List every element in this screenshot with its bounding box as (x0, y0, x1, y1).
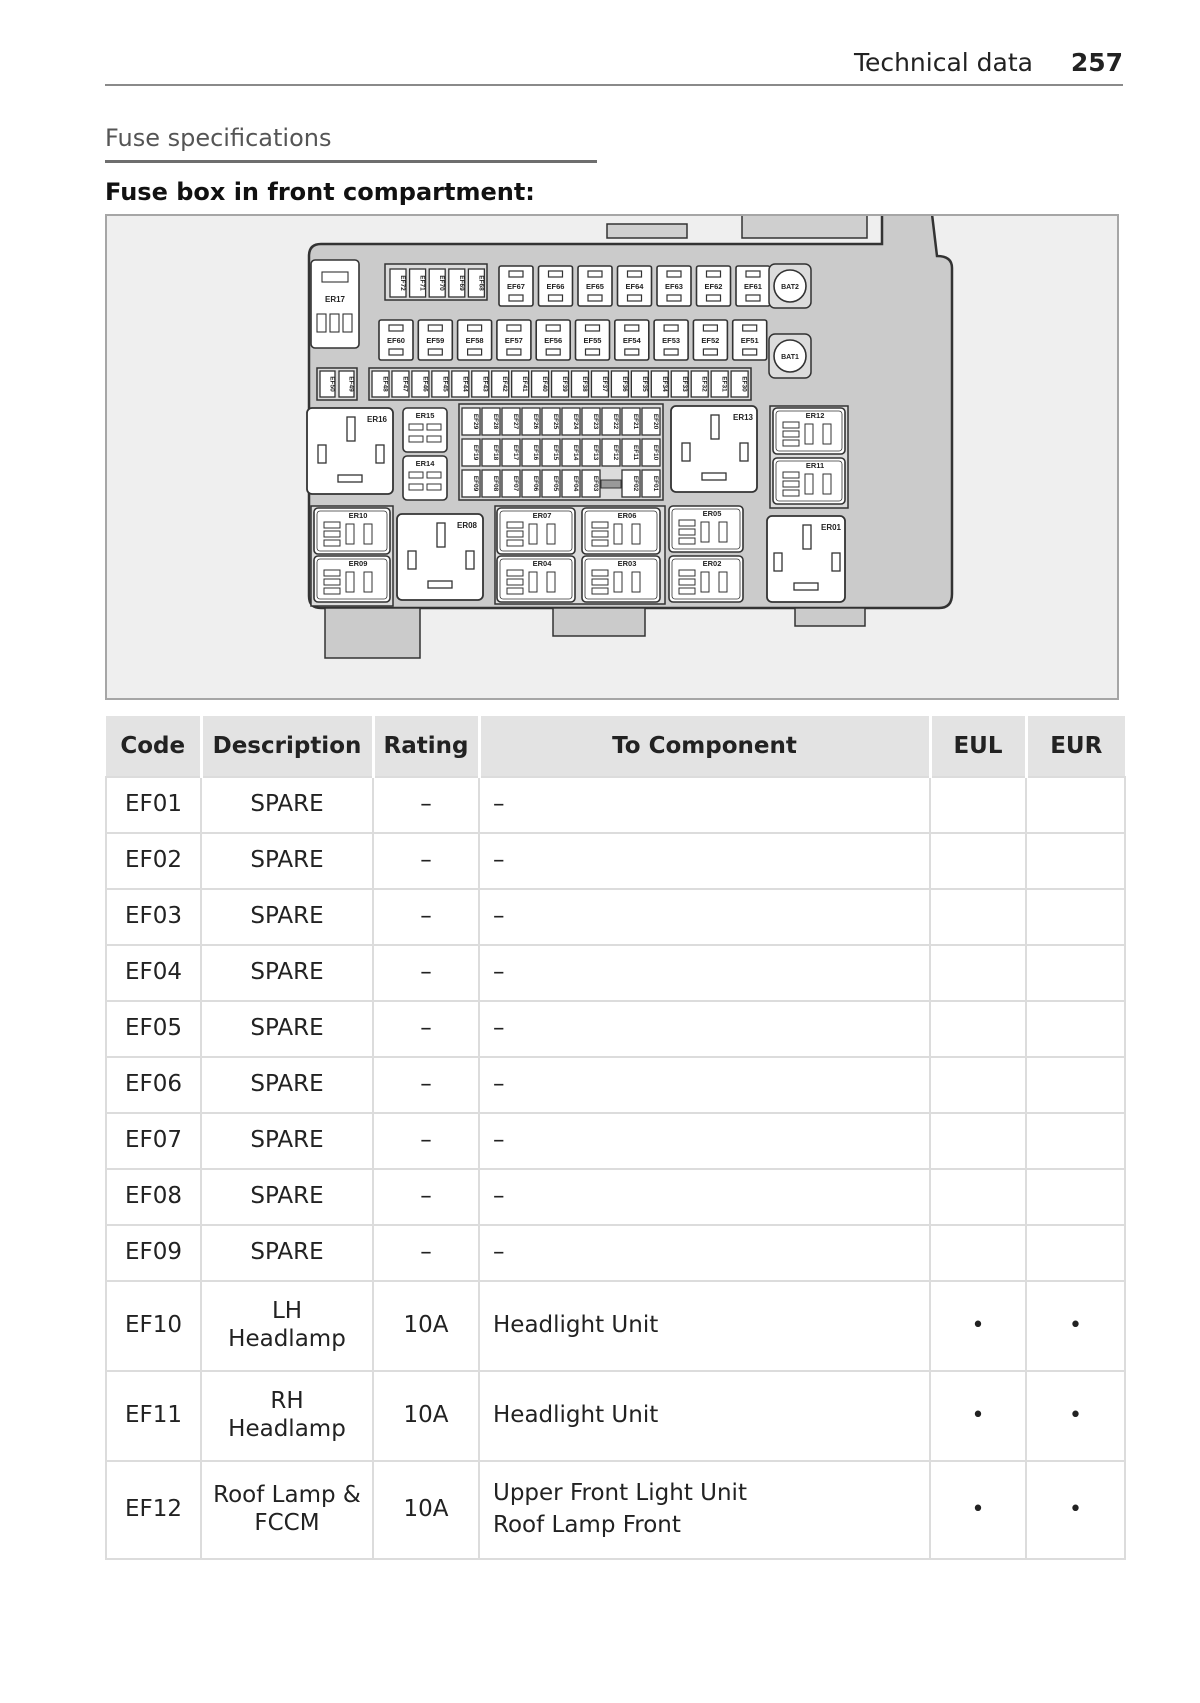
fuse-label: EF62 (704, 282, 723, 291)
fuse-label: EF45 (441, 376, 449, 392)
fuse-label: EF17 (512, 444, 519, 461)
column-header-description: Description (201, 716, 373, 777)
fuse-component-cell (479, 1371, 930, 1461)
section-title: Fuse specifications (105, 124, 597, 163)
eul-marker-cell: • (930, 1281, 1026, 1371)
description-line: Headlamp (228, 1416, 346, 1442)
fuse-puller (601, 480, 621, 488)
fuse-code-cell: EF04 (106, 945, 201, 1001)
fuse-label: EF69 (457, 275, 465, 291)
fuse-label: EF19 (472, 444, 479, 461)
fuse-label: EF65 (586, 282, 604, 291)
fuse-rating-cell: – (373, 1001, 479, 1057)
housing-tab (742, 216, 867, 238)
eul-marker-cell (930, 1001, 1026, 1057)
table-row (106, 1281, 1125, 1371)
fuse-label: EF20 (652, 413, 659, 430)
eul-marker-cell (930, 777, 1026, 833)
fuse-label: EF56 (544, 336, 563, 345)
fuse-label: EF22 (612, 413, 619, 430)
description-line: SPARE (250, 1183, 324, 1210)
fuse-code-cell: EF09 (106, 1225, 201, 1281)
fuse-box-svg (107, 216, 1117, 698)
relay-label: ER09 (348, 559, 368, 568)
fuse-component-cell (479, 1225, 930, 1281)
fuse-description-cell (201, 1225, 373, 1281)
description-line: RH (270, 1388, 304, 1415)
fuse-label: EF52 (701, 336, 720, 345)
fuse-description-cell (201, 1281, 373, 1371)
fuse-label: EF06 (532, 475, 539, 492)
description-line: SPARE (250, 903, 324, 930)
table-row (106, 777, 1125, 833)
eul-marker-cell (930, 1113, 1026, 1169)
subheading: Fuse box in front compartment: (105, 178, 535, 206)
fuse-code-cell: EF12 (106, 1461, 201, 1559)
table-row (106, 1057, 1125, 1113)
relay-label: ER06 (617, 511, 637, 520)
fuse-label: EF34 (660, 376, 668, 392)
fuse-label: EF29 (472, 413, 479, 430)
eur-marker-cell: • (1026, 1371, 1125, 1461)
fuse-rating-cell: 10A (373, 1371, 479, 1461)
fuse-label: EF67 (507, 282, 525, 291)
fuse-rating-cell: – (373, 889, 479, 945)
battery-label: BAT1 (781, 354, 799, 361)
fuse-label: EF59 (426, 336, 445, 345)
fuse-label: EF21 (632, 413, 639, 430)
fuse-label: EF38 (581, 376, 588, 392)
fuse-label: EF27 (512, 413, 519, 430)
relay-label: ER07 (532, 511, 552, 520)
fuse-label: EF35 (640, 376, 648, 392)
description-line: Headlamp (228, 1326, 346, 1352)
fuse-component-cell (479, 1461, 930, 1559)
fuse-label: EF23 (592, 413, 599, 430)
fuse-label: EF26 (532, 413, 539, 430)
table-header-row (106, 716, 1125, 777)
eul-marker-cell: • (930, 1461, 1026, 1559)
eur-marker-cell (1026, 1225, 1125, 1281)
fuse-label: EF11 (632, 444, 639, 461)
fuse-description-cell (201, 833, 373, 889)
table-row (106, 1001, 1125, 1057)
eur-marker-cell (1026, 1001, 1125, 1057)
component-line: – (493, 791, 505, 818)
description-line: SPARE (250, 791, 324, 818)
eul-marker-cell (930, 889, 1026, 945)
column-header-eul: EUL (930, 716, 1026, 777)
fuse-label: EF39 (561, 376, 569, 392)
fuse-code-cell: EF01 (106, 777, 201, 833)
fuse-code-cell: EF07 (106, 1113, 201, 1169)
fuse-label: EF66 (546, 282, 565, 291)
description-line: SPARE (250, 1015, 324, 1042)
fuse-rating-cell: 10A (373, 1461, 479, 1559)
fuse-label: EF61 (744, 282, 762, 291)
relay-label: ER04 (532, 559, 552, 568)
fuse-label: EF58 (465, 336, 484, 345)
fuse-component-cell (479, 1281, 930, 1371)
description-line: LH (271, 1298, 303, 1325)
fuse-description-cell (201, 1461, 373, 1559)
fuse-code-cell: EF10 (106, 1281, 201, 1371)
component-line: Headlight Unit (493, 1312, 659, 1339)
fuse-label: EF72 (399, 275, 406, 291)
fuse-description-cell (201, 1057, 373, 1113)
fuse-code-cell: EF11 (106, 1371, 201, 1461)
fuse-code-cell: EF05 (106, 1001, 201, 1057)
relay-label: ER05 (702, 509, 722, 518)
fuse-label: EF36 (620, 376, 628, 392)
housing-tab (607, 224, 687, 238)
table-row (106, 1169, 1125, 1225)
column-header-code: Code (106, 716, 201, 777)
fuse-label: EF55 (583, 336, 602, 345)
description-line: SPARE (250, 959, 324, 986)
eul-marker-cell (930, 1169, 1026, 1225)
relay-label: ER16 (366, 415, 388, 424)
housing-foot (553, 608, 645, 636)
battery-label: BAT2 (781, 284, 799, 291)
fuse-label: EF03 (592, 475, 599, 492)
table-body (106, 777, 1125, 1559)
table-row (106, 1371, 1125, 1461)
fuse-table (105, 716, 1126, 1560)
fuse-label: EF05 (552, 475, 559, 492)
fuse-description-cell (201, 1371, 373, 1461)
fuse-label: EF25 (552, 413, 559, 430)
table-row (106, 833, 1125, 889)
fuse-description-cell (201, 1001, 373, 1057)
fuse-label: EF28 (492, 413, 499, 430)
eul-marker-cell (930, 1057, 1026, 1113)
fuse-component-cell (479, 1057, 930, 1113)
component-line: – (493, 903, 505, 930)
description-line: Roof Lamp & (213, 1482, 361, 1509)
fuse-description-cell (201, 1113, 373, 1169)
component-line: – (493, 1071, 505, 1098)
fuse-component-cell (479, 1001, 930, 1057)
eur-marker-cell (1026, 945, 1125, 1001)
eul-marker-cell (930, 945, 1026, 1001)
fuse-label: EF60 (387, 336, 405, 345)
fuse-component-cell (479, 833, 930, 889)
fuse-label: EF49 (347, 376, 355, 392)
fuse-label: EF12 (612, 444, 619, 461)
housing-foot (325, 608, 420, 658)
fuse-label: EF70 (438, 275, 446, 291)
fuse-label: EF64 (625, 282, 644, 291)
fuse-label: EF10 (652, 444, 659, 461)
fuse-label: EF63 (665, 282, 683, 291)
fuse-label: EF51 (740, 336, 759, 345)
relay-label: ER11 (805, 461, 825, 470)
fuse-label: EF31 (720, 376, 728, 392)
fuse-code-cell: EF02 (106, 833, 201, 889)
component-line: – (493, 1183, 505, 1210)
description-line: SPARE (250, 1239, 324, 1266)
eul-marker-cell: • (930, 1371, 1026, 1461)
fuse-label: EF09 (472, 475, 479, 492)
component-line: Headlight Unit (493, 1402, 659, 1429)
fuse-rating-cell: – (373, 945, 479, 1001)
fuse-label: EF54 (622, 336, 641, 345)
fuse-label: EF02 (632, 475, 639, 492)
fuse-label: EF43 (481, 376, 489, 392)
housing-foot (795, 608, 865, 626)
component-line: Roof Lamp Front (493, 1512, 681, 1538)
fuse-label: EF50 (328, 376, 336, 392)
fuse-label: EF14 (572, 444, 579, 461)
eur-marker-cell: • (1026, 1281, 1125, 1371)
relay-label: ER01 (820, 523, 842, 532)
eur-marker-cell: • (1026, 1461, 1125, 1559)
fuse-code-cell: EF03 (106, 889, 201, 945)
eur-marker-cell (1026, 889, 1125, 945)
fuse-code-cell: EF08 (106, 1169, 201, 1225)
table-row (106, 889, 1125, 945)
fuse-label: EF46 (421, 376, 429, 392)
page-number: 257 (1070, 48, 1123, 77)
component-line: – (493, 1127, 505, 1154)
fuse-label: EF32 (700, 376, 708, 392)
fuse-component-cell (479, 889, 930, 945)
fuse-label: EF71 (418, 275, 426, 291)
relay-label: ER14 (415, 459, 435, 468)
fuse-label: EF41 (521, 376, 529, 392)
fuse-label: EF13 (592, 444, 599, 461)
page-header (105, 40, 1123, 86)
fuse-label: EF44 (461, 376, 469, 392)
fuse-description-cell (201, 889, 373, 945)
table-row (106, 1461, 1125, 1559)
fuse-rating-cell: – (373, 833, 479, 889)
fuse-label: EF37 (600, 376, 608, 392)
relay-label: ER17 (324, 295, 346, 304)
fuse-component-cell (479, 945, 930, 1001)
table-row (106, 1113, 1125, 1169)
fuse-label: EF04 (572, 475, 579, 492)
fuse-description-cell (201, 945, 373, 1001)
relay (311, 260, 359, 348)
fuse-label: EF40 (541, 376, 549, 392)
table-row (106, 1225, 1125, 1281)
eul-marker-cell (930, 833, 1026, 889)
description-line: FCCM (254, 1510, 320, 1536)
eur-marker-cell (1026, 1169, 1125, 1225)
relay-label: ER02 (702, 559, 722, 568)
component-line: – (493, 959, 505, 986)
fuse-description-cell (201, 777, 373, 833)
fuse-rating-cell: – (373, 777, 479, 833)
fuse-label: EF07 (512, 475, 519, 492)
fuse-rating-cell: – (373, 1113, 479, 1169)
fuse-code-cell: EF06 (106, 1057, 201, 1113)
eur-marker-cell (1026, 1057, 1125, 1113)
component-line: – (493, 1239, 505, 1266)
fuse-label: EF68 (477, 275, 485, 291)
fuse-label: EF18 (492, 444, 499, 461)
relay-label: ER15 (415, 411, 435, 420)
eul-marker-cell (930, 1225, 1026, 1281)
fuse-component-cell (479, 1113, 930, 1169)
fuse-label: EF33 (680, 376, 688, 392)
relay-label: ER12 (805, 411, 825, 420)
description-line: SPARE (250, 847, 324, 874)
column-header-component: To Component (479, 716, 930, 777)
header-title: Technical data (853, 48, 1033, 77)
relay-label: ER03 (617, 559, 637, 568)
component-line: – (493, 1015, 505, 1042)
fuse-label: EF42 (501, 376, 509, 392)
description-line: SPARE (250, 1127, 324, 1154)
column-header-rating: Rating (373, 716, 479, 777)
fuse-label: EF16 (532, 444, 539, 461)
relay-label: ER08 (456, 521, 478, 530)
eur-marker-cell (1026, 1113, 1125, 1169)
eur-marker-cell (1026, 777, 1125, 833)
fuse-rating-cell: – (373, 1057, 479, 1113)
fuse-label: EF24 (572, 413, 579, 430)
fuse-description-cell (201, 1169, 373, 1225)
fuse-label: EF08 (492, 475, 499, 492)
fuse-label: EF15 (552, 444, 559, 461)
fuse-component-cell (479, 777, 930, 833)
table-row (106, 945, 1125, 1001)
eur-marker-cell (1026, 833, 1125, 889)
fuse-label: EF48 (381, 376, 389, 392)
fuse-label: EF53 (662, 336, 681, 345)
fuse-label: EF57 (504, 336, 523, 345)
fuse-component-cell (479, 1169, 930, 1225)
description-line: SPARE (250, 1071, 324, 1098)
relay-label: ER10 (348, 511, 368, 520)
fuse-label: EF30 (740, 376, 748, 392)
fuse-rating-cell: – (373, 1225, 479, 1281)
fuse-label: EF47 (401, 376, 409, 392)
component-line: – (493, 847, 505, 874)
column-header-eur: EUR (1026, 716, 1125, 777)
fuse-rating-cell: – (373, 1169, 479, 1225)
relay-label: ER13 (732, 413, 754, 422)
component-line: Upper Front Light Unit (493, 1480, 747, 1507)
fuse-box-diagram (105, 214, 1119, 700)
fuse-rating-cell: 10A (373, 1281, 479, 1371)
fuse-label: EF01 (652, 475, 659, 492)
